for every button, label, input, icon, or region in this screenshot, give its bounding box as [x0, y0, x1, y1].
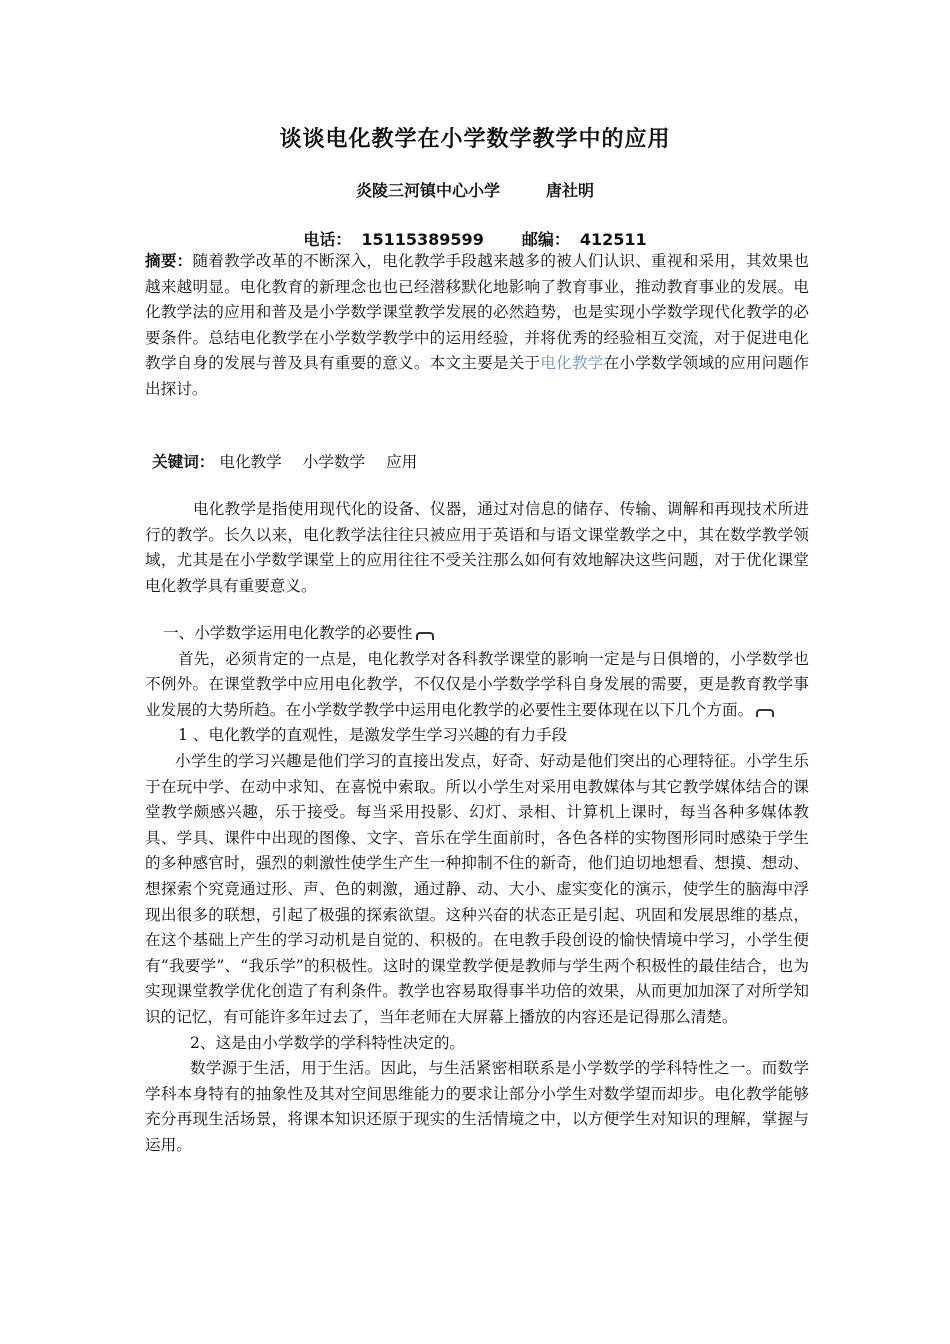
section-heading-text: 一、小学数学运用电化教学的必要性 — [163, 624, 413, 642]
section-paragraph-1-text: 首先，必须肯定的一点是，电化教学对各科教学课堂的影响一定是与日俱增的，小学数学也不例外。在课堂教学中应用电化教学，不仅仅是小学数学学科自身发展的需要，更是教育教学事业发展的大势所趋。在小学数学教学中运用电化教学的必要性主要体现在以下几个方面。 — [145, 649, 809, 719]
author-line — [0, 178, 950, 201]
section-paragraph-2: 小学生的学习兴趣是他们学习的直接出发点，好奇、好动是他们突出的心理特征。小学生乐于在玩中学、在动中求知、在喜悦中索取。所以小学生对采用电教媒体与其它教学媒体结合的课堂教学颇感兴趣，乐于接受。每当采用投影、幻灯、录相、计算机上课时，每当各种多媒体教具、学具、课件中出现的图像、文字、音乐在学生面前时，各色各样的实物图形同时感染于学生的多种感官时，强烈的刺激性使学生产生一种抑制不住的新奇，他们迫切地想看、想摸、想动、想探索个究竟通过形、声、色的刺激，通过静、动、大小、虚实变化的演示，使学生的脑海中浮现出很多的联想，引起了极强的探索欲望。这种兴奋的状态正是引起、巩固和发展思维的基点，在这个基础上产生的学习动机是自觉的、积极的。在电教手段创设的愉快情境中学习，小学生便有“我要学”、“我乐学”的积极性。这时的课堂教学便是教师与学生两个积极性的最佳结合，也为实现课堂教学优化创造了有利条件。教学也容易取得事半功倍的效果，从而更加加深了对所学知识的记忆，有可能许多年过去了，当年老师在大屏幕上播放的内容还是记得那么清楚。 — [145, 751, 809, 1026]
subheading-2: 2、这是由小学数学的学科特性决定的。 — [190, 1033, 466, 1052]
document-title: 谈谈电化教学在小学数学教学中的应用 — [279, 127, 671, 152]
contact-line — [0, 227, 950, 250]
intro-paragraph: 电化教学是指使用现代化的设备、仪器，通过对信息的储存、传输、调解和再现技术所进行的教学。长久以来，电化教学法往往只被应用于英语和与语文课堂教学之中，其在数学教学领域，尤其是在小学数学课堂上的应用往往不受关注那么如何有效地解决这些问题，对于优化课堂电化教学具有重要意义。 — [145, 500, 809, 595]
abstract-text-b: 在小学数学领域的应用问题作出探讨。 — [145, 354, 809, 398]
keyword-item: 应用 — [386, 453, 418, 471]
keyword-item: 小学数学 — [302, 453, 366, 471]
keywords-line — [152, 450, 433, 475]
subheading-1: 1 、电化教学的直观性，是激发学生学习兴趣的有力手段 — [178, 726, 568, 745]
keywords-label: 关键词： — [152, 453, 215, 471]
revision-mark-icon — [416, 632, 434, 640]
postcode-number: 412511 — [579, 230, 647, 249]
section-paragraph-3: 数学源于生活，用于生活。因此，与生活紧密相联系是小学数学的学科特性之一。而数学学科本身特有的抽象性及其对空间思维能力的要求让部分小学生对数学望而却步。电化教学能够充分再现生活场景，将课本知识还原于现实的生活情境之中，以方便学生对知识的理解，掌握与运用。 — [145, 1059, 809, 1154]
abstract-text-a: 随着教学改革的不断深入，电化教学手段越来越多的被人们认识、重视和采用，其效果也越来越明显。电化教育的新理念也也已经潜移默化地影响了教育事业，推动教育事业的发展。电化教学法的应用和普及是小学数学课堂教学发展的必然趋势，也是实现小学数学现代化教学的必要条件。总结电化教学在小学数学教学中的运用经验，并将优秀的经验相互交流，对于促进电化教学自身的发展与普及具有重要的意义。本文主要是关于 — [145, 252, 809, 373]
abstract-label: 摘要： — [145, 252, 193, 270]
abstract-paragraph — [145, 249, 809, 403]
phone-label: 电话： — [303, 230, 352, 249]
author-name: 唐社明 — [546, 181, 595, 200]
section-paragraph-1 — [145, 647, 809, 724]
section-1 — [145, 621, 809, 1158]
phone-number: 15115389599 — [361, 230, 484, 249]
abstract-highlight: 电化教学 — [540, 354, 604, 373]
postcode-label: 邮编： — [521, 230, 570, 249]
revision-mark-icon — [756, 709, 774, 717]
section-heading — [145, 621, 809, 647]
keyword-item: 电化教学 — [219, 453, 282, 471]
author-school: 炎陵三河镇中心小学 — [355, 181, 500, 200]
